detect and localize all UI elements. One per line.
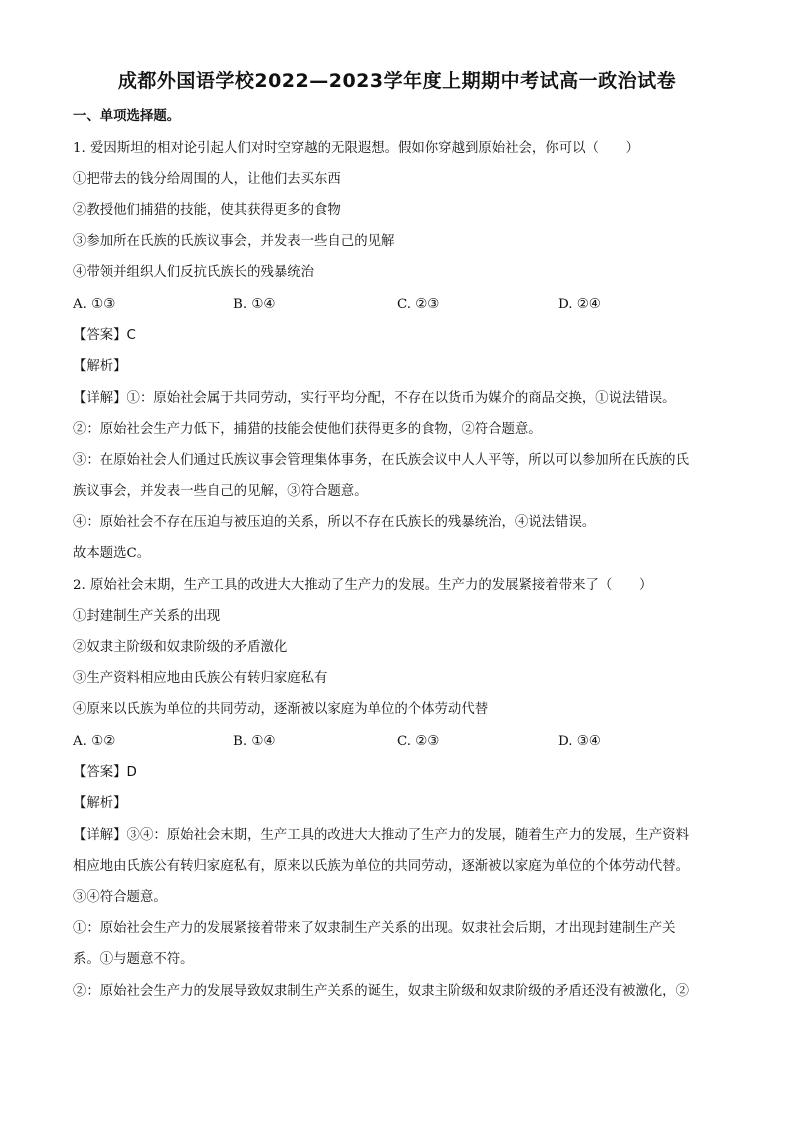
page-title: 成都外国语学校2022—2023学年度上期期中考试高一政治试卷: [117, 70, 677, 92]
question-1-stem: 1. 爱因斯坦的相对论引起人们对时空穿越的无限遐想。假如你穿越到原始社会，你可以（ ）: [73, 141, 640, 156]
question-1-analysis-label: 【解析】: [73, 359, 127, 374]
question-1-option-b: B. ①④: [233, 297, 276, 312]
question-2-detail-line: ②：原始社会生产力的发展导致奴隶制生产关系的诞生，奴隶主阶级和奴隶阶级的矛盾还没有被激化，②: [73, 984, 689, 999]
question-2-item-2: ②奴隶主阶级和奴隶阶级的矛盾激化: [73, 640, 288, 655]
question-1-detail-line: 【详解】①：原始社会属于共同劳动，实行平均分配，不存在以货币为媒介的商品交换，①说法错误。: [73, 391, 676, 406]
question-2-item-1: ①封建制生产关系的出现: [73, 609, 221, 624]
question-1-detail-line: ③：在原始社会人们通过氏族议事会管理集体事务，在氏族会议中人人平等，所以可以参加所在氏族的氏: [73, 453, 689, 468]
question-2-option-b: B. ①④: [233, 734, 276, 749]
question-2-answer: 【答案】D: [73, 765, 137, 780]
question-1-option-c: C. ②③: [397, 297, 440, 312]
question-1-answer: 【答案】C: [73, 328, 136, 343]
question-1-item-1: ①把带去的钱分给周围的人，让他们去买东西: [73, 172, 341, 187]
question-1-option-a: A. ①③: [73, 297, 116, 312]
question-2-option-d: D. ③④: [558, 734, 601, 749]
question-1-detail-line: ④：原始社会不存在压迫与被压迫的关系，所以不存在氏族长的残暴统治，④说法错误。: [73, 515, 596, 530]
question-2-option-c: C. ②③: [397, 734, 440, 749]
question-1-item-4: ④带领并组织人们反抗氏族长的残暴统治: [73, 265, 315, 280]
question-2-analysis-label: 【解析】: [73, 796, 127, 811]
section-heading: 一、单项选择题。: [73, 109, 181, 124]
question-2-detail-line: 系。①与题意不符。: [73, 952, 194, 967]
question-2-detail-line: 相应地由氏族公有转归家庭私有，原来以氏族为单位的共同劳动，逐渐被以家庭为单位的个体劳动代替。: [73, 859, 689, 874]
question-1-detail-line: 故本题选C。: [73, 546, 151, 561]
question-1-detail-line: 族议事会，并发表一些自己的见解，③符合题意。: [73, 484, 368, 499]
question-1-option-d: D. ②④: [558, 297, 601, 312]
question-2-stem: 2. 原始社会末期，生产工具的改进大大推动了生产力的发展。生产力的发展紧接着带来了（ ）: [73, 578, 653, 593]
question-2-item-3: ③生产资料相应地由氏族公有转归家庭私有: [73, 671, 328, 686]
question-2-option-a: A. ①②: [73, 734, 116, 749]
question-2-detail-line: ①：原始社会生产力的发展紧接着带来了奴隶制生产关系的出现。奴隶社会后期，才出现封建制生产关: [73, 921, 676, 936]
question-2-item-4: ④原来以氏族为单位的共同劳动，逐渐被以家庭为单位的个体劳动代替: [73, 702, 489, 717]
question-1-item-3: ③参加所在氏族的氏族议事会，并发表一些自己的见解: [73, 234, 395, 249]
question-1-item-2: ②教授他们捕猎的技能，使其获得更多的食物: [73, 203, 341, 218]
question-2-detail-line: ③④符合题意。: [73, 890, 167, 905]
question-2-detail-line: 【详解】③④：原始社会末期，生产工具的改进大大推动了生产力的发展，随着生产力的发展，生产资料: [73, 828, 689, 843]
question-1-detail-line: ②：原始社会生产力低下，捕猎的技能会使他们获得更多的食物，②符合题意。: [73, 422, 542, 437]
